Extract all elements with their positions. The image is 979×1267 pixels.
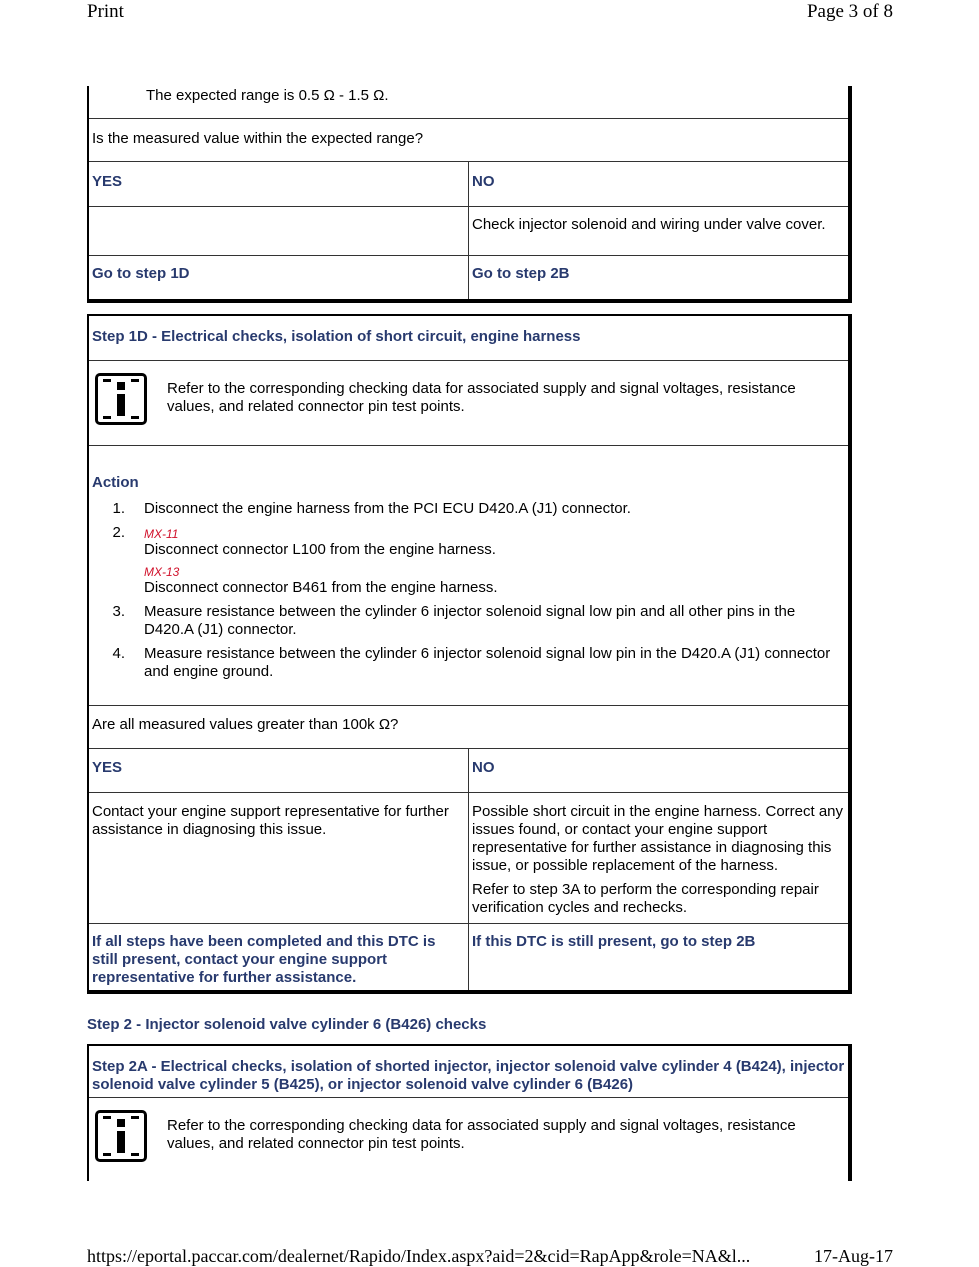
step-2a-info-row: [89, 1098, 848, 1167]
variant-tag-mx11: MX-11: [144, 527, 179, 541]
step-1d-info-row: [89, 361, 848, 446]
yes-detail: [89, 207, 469, 255]
question-text: Is the measured value within the expected range?: [92, 130, 424, 147]
no-detail: Possible short circuit in the engine harness. Correct any issues found, or contact your engine support representative for further assistance in diagnosing this issue, or possible replacement of the harness. Refer to step 3A to perform the corresponding repair verification cycles and rechecks.: [472, 803, 844, 916]
goto-step-2b-link[interactable]: If this DTC is still present, go to step 2B: [472, 933, 756, 950]
list-item: 2. MX-11 Disconnect connector L100 from the engine harness. MX-13 Disconnect connector B461 from the engine harness.: [92, 524, 845, 597]
action-row: [89, 446, 848, 706]
list-item: 4. Measure resistance between the cylinder 6 injector solenoid signal low pin in the D420.A (J1) connector and engine ground.: [112, 645, 831, 680]
goto-step-1d-link[interactable]: Go to step 1D: [89, 256, 469, 299]
list-item: 1. Disconnect the engine harness from the PCI ECU D420.A (J1) connector.: [112, 500, 631, 517]
info-text: Refer to the corresponding checking data for associated supply and signal voltages, resistance values, and related connector pin test points.: [167, 1117, 796, 1152]
yes-label: YES: [89, 162, 469, 206]
info-text: Refer to the corresponding checking data for associated supply and signal voltages, resistance values, and related connector pin test points.: [167, 380, 796, 415]
yes-no-header: [89, 162, 848, 207]
info-icon: [95, 1110, 147, 1162]
no-label: NO: [472, 173, 495, 190]
step-2-heading: Step 2 - Injector solenoid valve cylinder 6 (B426) checks: [87, 1016, 487, 1033]
goto-row: [89, 256, 848, 299]
list-item: 3. Measure resistance between the cylinder 6 injector solenoid signal low pin and all other pins in the D420.A (J1) connector.: [112, 603, 796, 638]
step-1d-detail-row: [89, 793, 848, 924]
step-1d-question: Are all measured values greater than 100k Ω?: [92, 716, 399, 733]
step-2a-block: [87, 1044, 852, 1181]
step-1d-title: Step 1D - Electrical checks, isolation of short circuit, engine harness: [89, 316, 848, 361]
action-list: [92, 500, 845, 681]
step-1d-question-row: [89, 706, 848, 749]
variant-tag-mx13: MX-13: [144, 565, 180, 579]
step-1d-yes-no-header: [89, 749, 848, 793]
step-1d-goto-row: [89, 924, 848, 990]
no-detail: Check injector solenoid and wiring under valve cover.: [472, 216, 826, 233]
yes-detail: Contact your engine support representative for further assistance in diagnosing this issue.: [89, 793, 469, 923]
question-row: [89, 119, 848, 162]
page-url: https://eportal.paccar.com/dealernet/Rapido/Index.aspx?aid=2&cid=RapApp&role=NA&l...: [87, 1246, 751, 1266]
yes-label: YES: [89, 749, 469, 792]
info-icon: [95, 373, 147, 425]
expected-range-row: [89, 86, 848, 119]
print-header: Print: [87, 1, 124, 22]
step-1c-continued: [87, 86, 852, 303]
action-label: Action: [92, 474, 139, 491]
step-1d-block: [87, 314, 852, 994]
goto-step-2b-link[interactable]: Go to step 2B: [472, 265, 570, 282]
page-number: Page 3 of 8: [806, 1, 893, 22]
contact-support-text: If all steps have been completed and this DTC is still present, contact your engine support representative for further assistance.: [89, 924, 469, 990]
expected-range-text: The expected range is 0.5 Ω - 1.5 Ω.: [146, 87, 389, 104]
no-label: NO: [472, 759, 495, 776]
detail-row: [89, 207, 848, 256]
print-date: 17-Aug-17: [814, 1246, 893, 1266]
step-2a-title: Step 2A - Electrical checks, isolation of shorted injector, injector solenoid valve cylinder 4 (B424), injector solenoid valve cylinder 5 (B425), or injector solenoid valve cylinder 6 (B426): [89, 1046, 848, 1098]
